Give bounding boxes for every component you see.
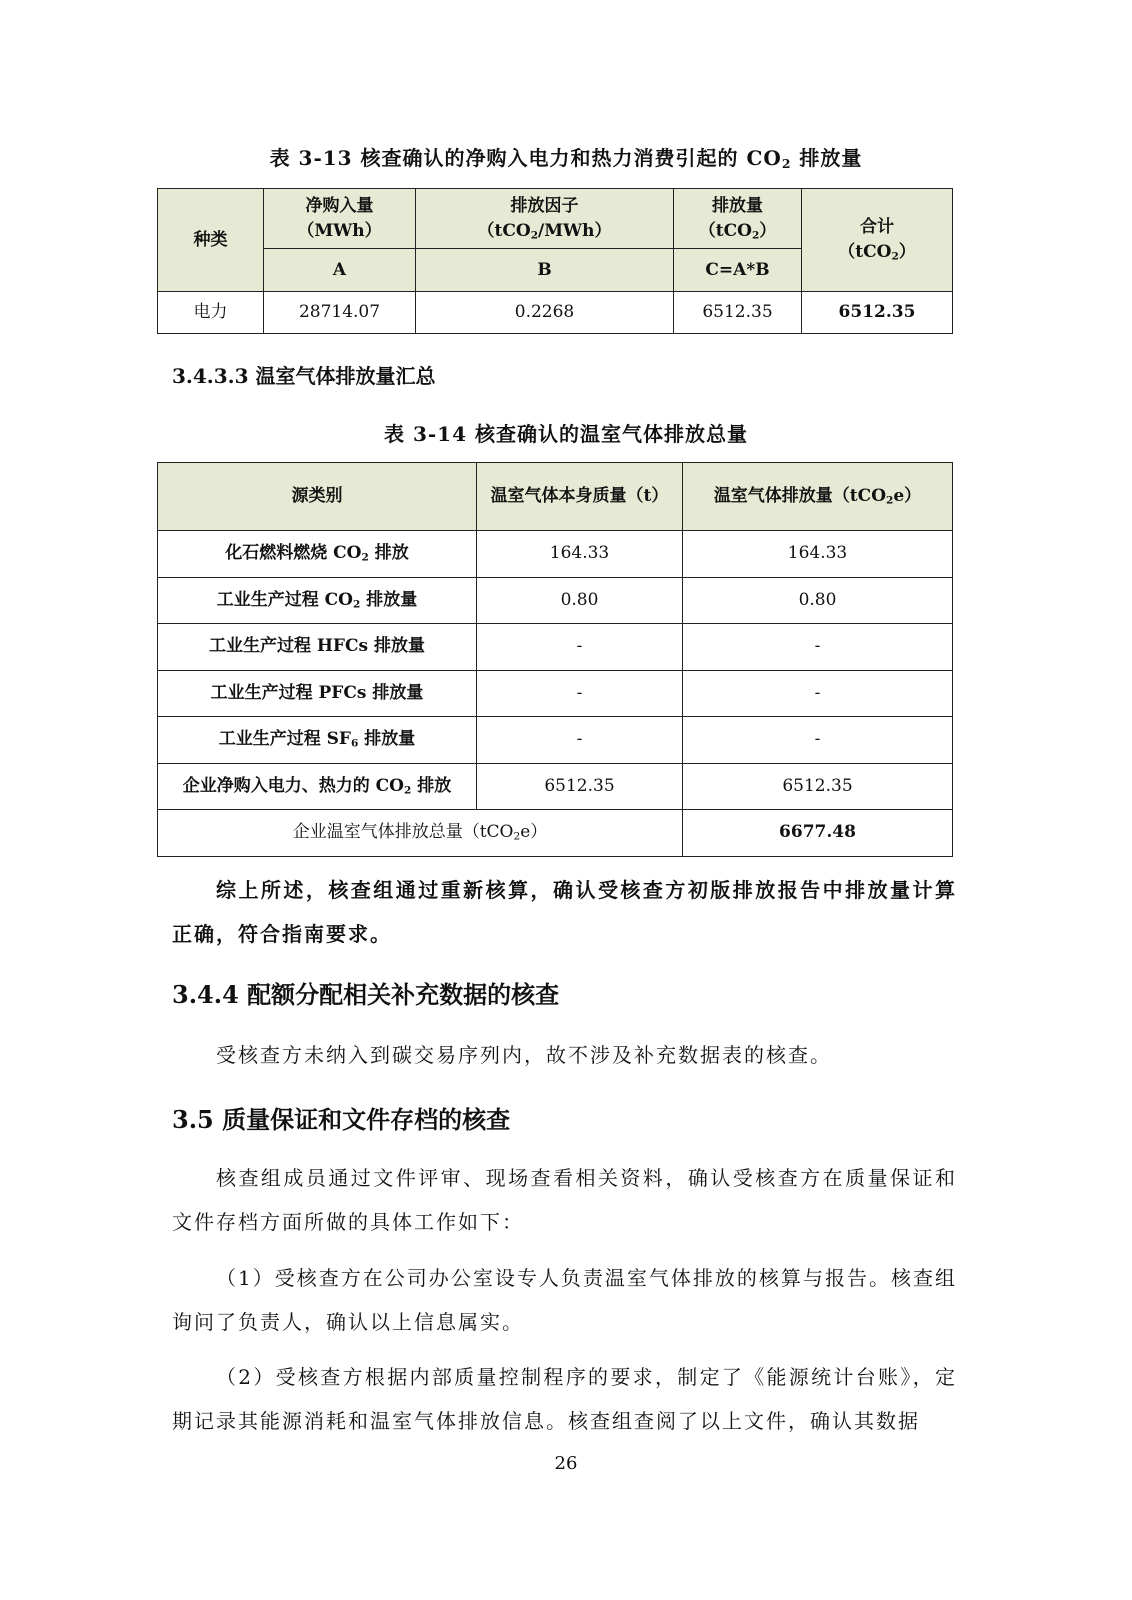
total-value: 6677.48: [683, 810, 953, 857]
header-type: 种类: [158, 189, 264, 292]
header-source: 源类别: [158, 463, 477, 531]
header-emission-factor: 排放因子 （tCO$_2$/MWh）: [416, 189, 674, 249]
cell-total: 6512.35: [802, 292, 953, 334]
cell-type: 电力: [158, 292, 264, 334]
table-row: [158, 577, 953, 624]
row-label: 工业生产过程 PFCs 排放量: [158, 670, 477, 717]
table-row: [158, 531, 953, 578]
section-3-5-heading: 3.5 质量保证和文件存档的核查: [172, 1105, 511, 1134]
header-gas-emission: 温室气体排放量（tCO$_2$e）: [683, 463, 953, 531]
cell-emission: 6512.35: [674, 292, 802, 334]
total-label: 企业温室气体排放总量（tCO$_2$e）: [158, 810, 683, 857]
conclusion-paragraph: 综上所述，核查组通过重新核算，确认受核查方初版排放报告中排放量计算正确，符合指南要求。: [172, 878, 957, 946]
table-row: [158, 717, 953, 764]
row-mass: 0.80: [477, 577, 683, 624]
page-number: 26: [554, 1453, 578, 1474]
row-mass: 6512.35: [477, 763, 683, 810]
row-mass: -: [477, 670, 683, 717]
row-emission: 164.33: [683, 531, 953, 578]
total-row: [158, 810, 953, 857]
table-3-13-caption: 表 3-13 核查确认的净购入电力和热力消费引起的 $CO_2$ 排放量: [269, 146, 863, 172]
row-emission: -: [683, 670, 953, 717]
table-row: [158, 763, 953, 810]
table-3-14: [157, 462, 953, 857]
row-label: 工业生产过程 $SF_6$ 排放量: [158, 717, 477, 764]
header-col-c: C=A*B: [674, 249, 802, 292]
row-emission: -: [683, 624, 953, 671]
row-mass: -: [477, 717, 683, 764]
row-emission: 6512.35: [683, 763, 953, 810]
header-col-a: A: [264, 249, 416, 292]
row-emission: -: [683, 717, 953, 764]
table-row: [158, 670, 953, 717]
row-label: 化石燃料燃烧 $CO_2$ 排放: [158, 531, 477, 578]
list-item-2: （2）受核查方根据内部质量控制程序的要求，制定了《能源统计台账》，定期记录其能源消耗和温室气体排放信息。核查组查阅了以上文件，确认其数据: [172, 1365, 957, 1433]
table-3-14-caption: 表 3-14 核查确认的温室气体排放总量: [384, 422, 748, 446]
cell-purchase: 28714.07: [264, 292, 416, 334]
cell-factor: 0.2268: [416, 292, 674, 334]
table-3-13: [157, 188, 953, 334]
table-row: [158, 624, 953, 671]
section-3-4-3-3-heading: 3.4.3.3 温室气体排放量汇总: [172, 364, 436, 388]
header-net-purchase: 净购入量 （MWh）: [264, 189, 416, 249]
row-mass: 164.33: [477, 531, 683, 578]
header-gas-mass: 温室气体本身质量（t）: [477, 463, 683, 531]
section-3-4-4-heading: 3.4.4 配额分配相关补充数据的核查: [172, 980, 560, 1009]
header-emission: 排放量 （tCO$_2$）: [674, 189, 802, 249]
row-label: 工业生产过程 HFCs 排放量: [158, 624, 477, 671]
row-mass: -: [477, 624, 683, 671]
row-label: 企业净购入电力、热力的 $CO_2$ 排放: [158, 763, 477, 810]
header-total: 合计 （tCO$_2$）: [802, 189, 953, 292]
row-emission: 0.80: [683, 577, 953, 624]
section-3-5-paragraph: 核查组成员通过文件评审、现场查看相关资料，确认受核查方在质量保证和文件存档方面所做的具体工作如下：: [172, 1166, 957, 1234]
list-item-1: （1）受核查方在公司办公室设专人负责温室气体排放的核算与报告。核查组询问了负责人，确认以上信息属实。: [172, 1266, 957, 1334]
section-3-4-4-paragraph: 受核查方未纳入到碳交易序列内，故不涉及补充数据表的核查。: [216, 1043, 832, 1067]
header-col-b: B: [416, 249, 674, 292]
row-label: 工业生产过程 $CO_2$ 排放量: [158, 577, 477, 624]
table-row: [158, 292, 953, 334]
